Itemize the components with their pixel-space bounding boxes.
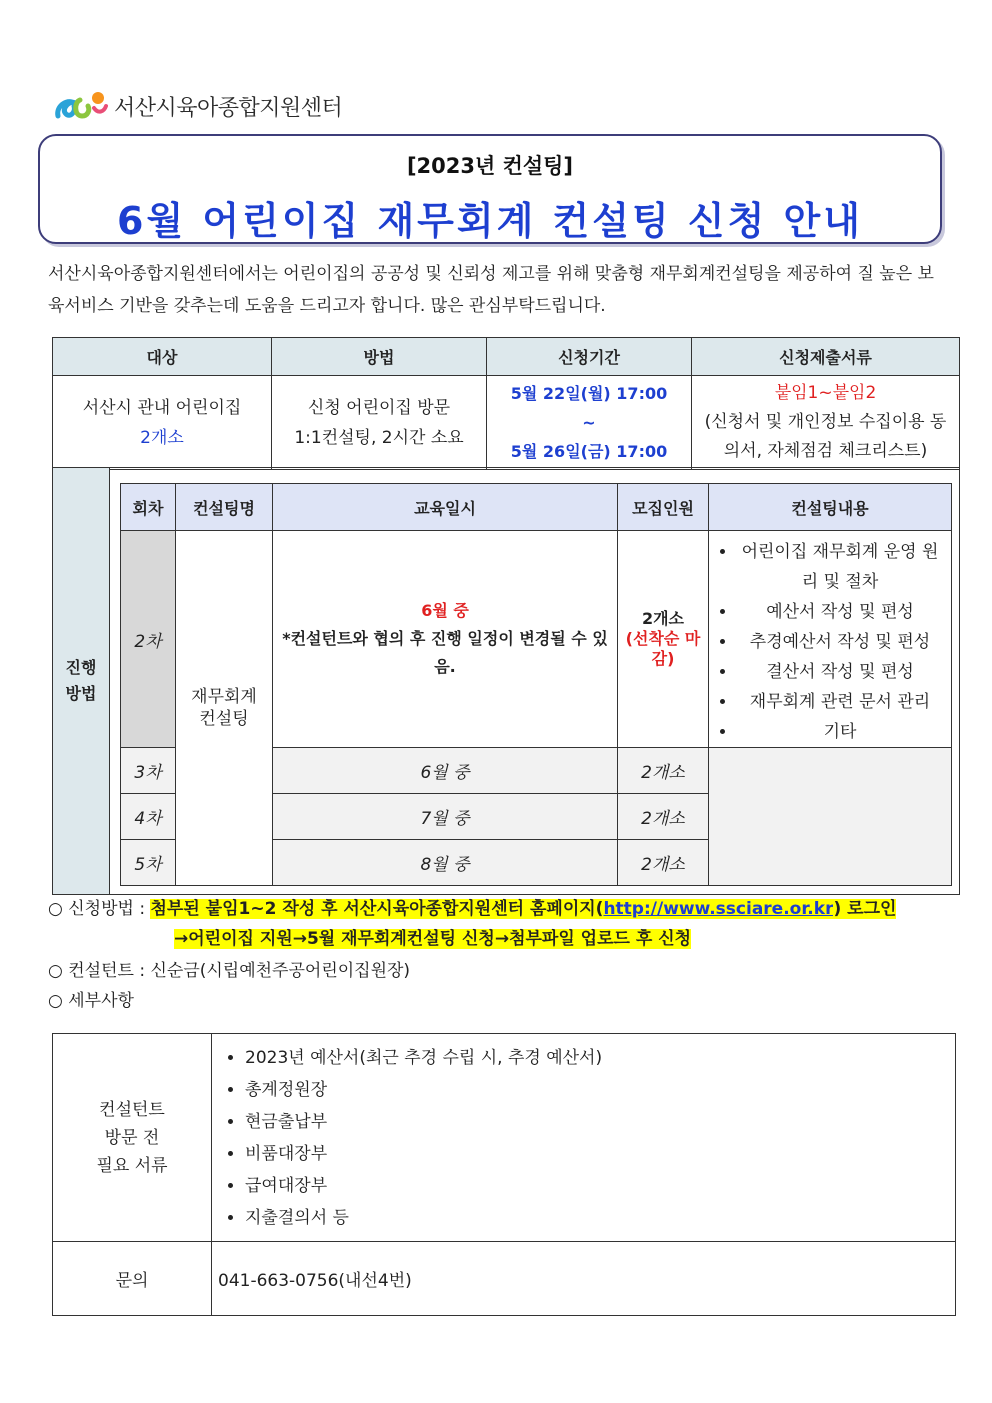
doc-item: • 비품대장부 xyxy=(245,1138,954,1170)
round-5: 5차 xyxy=(121,840,176,886)
header-target: 대상 xyxy=(53,338,272,376)
count-3: 2개소 xyxy=(618,748,709,794)
content-item: • 예산서 작성 및 편성 xyxy=(737,597,943,627)
apply-line1-b: ) 로그인 xyxy=(833,899,897,919)
org-name: 서산시육아종합지원센터 xyxy=(114,95,343,121)
content-item: • 결산서 작성 및 편성 xyxy=(737,657,943,687)
count-2: 2개소 xyxy=(641,609,685,628)
contents-cell xyxy=(709,531,952,748)
count-5: 2개소 xyxy=(618,840,709,886)
round-4: 4차 xyxy=(121,794,176,840)
header-round: 회차 xyxy=(121,484,176,531)
content-item: • 추경예산서 작성 및 편성 xyxy=(737,627,943,657)
date-main-2: 6월 중 xyxy=(421,601,469,620)
details-text: 세부사항 xyxy=(68,991,134,1011)
bullet-circle: ○ xyxy=(48,961,63,981)
title-box xyxy=(38,134,942,244)
date-cell-2 xyxy=(273,531,618,748)
docs-line2: (신청서 및 개인정보 수집이용 동의서, 자체점검 체크리스트) xyxy=(704,412,947,461)
docs-label-cell xyxy=(53,1034,212,1242)
consultant-line xyxy=(48,956,410,986)
header-consulting-name: 컨설팅명 xyxy=(176,484,273,531)
apply-line1-a: 첨부된 붙임1~2 작성 후 서산시육아종합지원센터 홈페이지( xyxy=(150,899,604,919)
count-4: 2개소 xyxy=(618,794,709,840)
bullet-circle: ○ xyxy=(48,991,63,1011)
period-start: 5월 22일(월) 17:00 xyxy=(510,384,668,403)
content-item: • 재무회계 관련 문서 관리 xyxy=(737,687,943,717)
doc-item: • 2023년 예산서(최근 추경 수립 시, 추경 예산서) xyxy=(245,1042,954,1074)
intro-text: 서산시육아종합지원센터에서는 어린이집의 공공성 및 신뢰성 제고를 위해 맞춤형 재무회계컨설팅을 제공하여 질 높은 보육서비스 기반을 갖추는데 도움을 드리고자 합니다. 많은 관심부탁드립니다. xyxy=(48,264,934,316)
doc-item: • 급여대장부 xyxy=(245,1170,954,1202)
consultant-text: 컨설턴트 : 신순금(시립예천주공어린이집원장) xyxy=(68,961,411,981)
detail-table xyxy=(52,1033,956,1316)
header-count: 모집인원 xyxy=(618,484,709,531)
docs-list-cell xyxy=(212,1034,956,1242)
docs-cell xyxy=(692,376,960,470)
apply-label: 신청방법 : xyxy=(68,899,146,919)
docs-label-line1: 컨설턴트 xyxy=(99,1099,165,1120)
target-line2: 2개소 xyxy=(140,427,184,448)
header-contents: 컨설팅내용 xyxy=(709,484,952,531)
details-line xyxy=(48,986,134,1016)
doc-item: • 지출결의서 등 xyxy=(245,1202,954,1234)
contents-empty-cell xyxy=(709,748,952,886)
target-line1: 서산시 관내 어린이집 xyxy=(82,397,242,418)
contact-label: 문의 xyxy=(53,1242,212,1316)
process-label-line2: 방법 xyxy=(65,684,97,703)
logo-icon xyxy=(54,86,110,126)
period-cell xyxy=(487,376,692,470)
docs-label-line3: 필요 서류 xyxy=(96,1155,168,1176)
content-item: • 어린이집 재무회계 운영 원리 및 절차 xyxy=(737,537,943,597)
date-4: 7월 중 xyxy=(273,794,618,840)
summary-table xyxy=(52,337,960,470)
header-method: 방법 xyxy=(272,338,487,376)
round-2: 2차 xyxy=(121,531,176,748)
title-sub: [2023년 컨설팅] xyxy=(406,154,574,178)
docs-label-line2: 방문 전 xyxy=(104,1127,160,1148)
period-sep: ~ xyxy=(582,413,596,432)
contact-value: 041-663-0756(내선4번) xyxy=(212,1242,956,1316)
method-line2: 1:1컨설팅, 2시간 소요 xyxy=(294,427,464,448)
contents-list xyxy=(709,537,951,747)
count-cell-2 xyxy=(618,531,709,748)
docs-line1: 붙임1~붙임2 xyxy=(774,383,877,403)
period-end: 5월 26일(금) 17:00 xyxy=(510,442,668,461)
page-title: 6월 어린이집 재무회계 컨설팅 신청 안내 xyxy=(117,199,863,243)
round-3: 3차 xyxy=(121,748,176,794)
org-logo xyxy=(54,86,342,126)
target-cell xyxy=(53,376,272,470)
method-cell xyxy=(272,376,487,470)
date-5: 8월 중 xyxy=(273,840,618,886)
date-note-2: *컨설턴트와 협의 후 진행 일정이 변경될 수 있음. xyxy=(282,629,608,676)
process-label xyxy=(53,468,110,894)
process-table xyxy=(120,483,952,886)
doc-item: • 현금출납부 xyxy=(245,1106,954,1138)
header-date: 교육일시 xyxy=(273,484,618,531)
count-note-2: (선착순 마감) xyxy=(625,629,701,668)
apply-method xyxy=(48,894,948,954)
consulting-name-cell: 재무회계 컨설팅 xyxy=(176,531,273,886)
process-label-line1: 진행 xyxy=(65,658,97,677)
method-line1: 신청 어린이집 방문 xyxy=(307,397,451,418)
header-docs: 신청제출서류 xyxy=(692,338,960,376)
docs-list xyxy=(213,1042,954,1234)
doc-item: • 총계정원장 xyxy=(245,1074,954,1106)
header-period: 신청기간 xyxy=(487,338,692,376)
content-item: • 기타 xyxy=(737,717,943,747)
homepage-link[interactable]: http://www.ssciare.or.kr xyxy=(603,899,834,919)
apply-line2: →어린이집 지원→5월 재무회계컨설팅 신청→첨부파일 업로드 후 신청 xyxy=(174,929,692,949)
date-3: 6월 중 xyxy=(273,748,618,794)
bullet-circle: ○ xyxy=(48,899,63,919)
